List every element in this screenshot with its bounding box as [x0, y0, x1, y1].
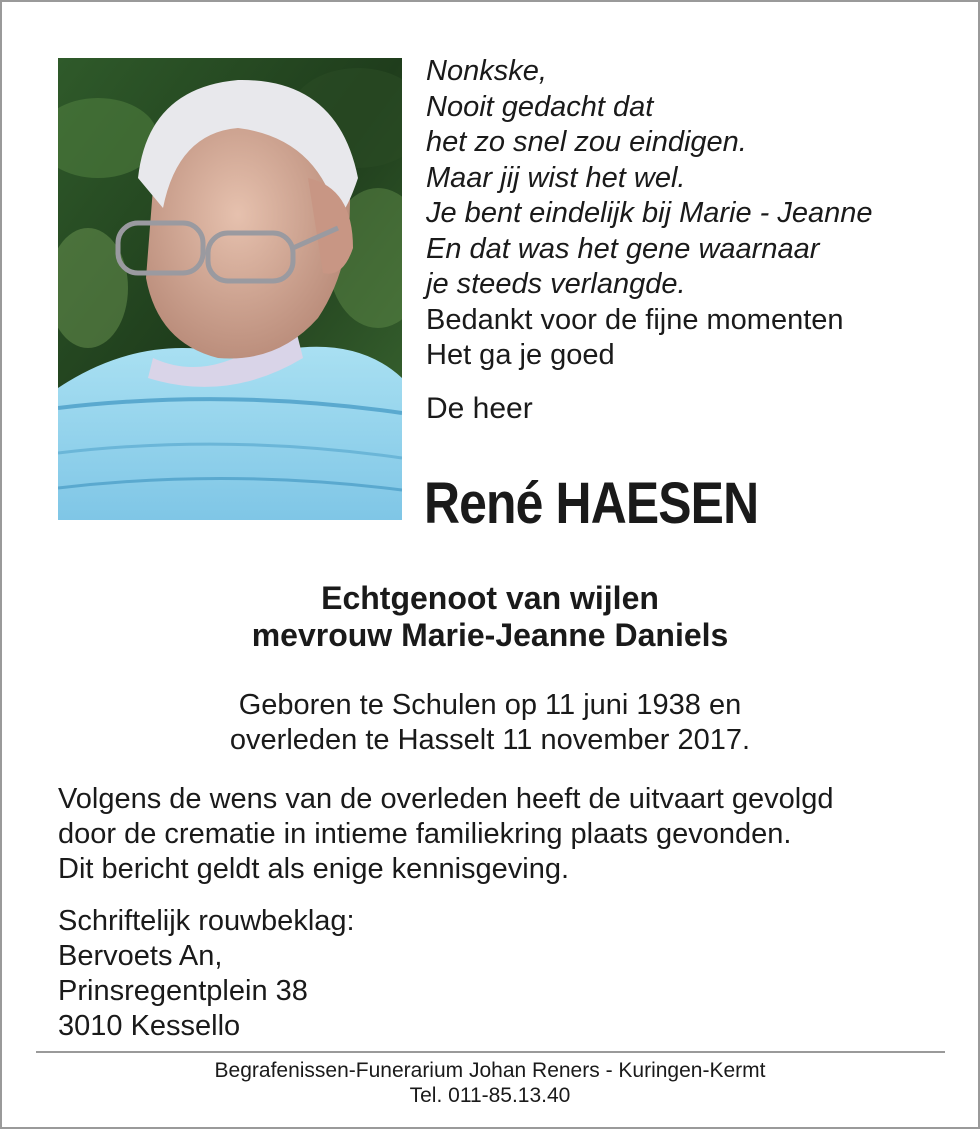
spouse-line: mevrouw Marie-Jeanne Daniels	[251, 617, 729, 653]
deceased-name: René HAESEN	[424, 471, 759, 536]
poem-line: Nooit gedacht dat	[426, 90, 654, 123]
spouse-info	[0, 580, 980, 654]
condolence-line: Bervoets An,	[58, 940, 223, 972]
poem-line: je steeds verlangde.	[426, 268, 686, 300]
death-line: overleden te Hasselt 11 november 2017.	[229, 724, 751, 756]
poem	[426, 54, 873, 374]
poem-line: Nonkske,	[426, 55, 547, 87]
notice-line: Volgens de wens van de overleden heeft de uitvaart gevolgd	[58, 783, 834, 815]
poem-line: Bedankt voor de fijne momenten	[426, 303, 844, 336]
portrait-photo	[58, 58, 402, 520]
funeral-home-footer	[0, 1058, 980, 1108]
funeral-home-name: Begrafenissen-Funerarium Johan Reners - Kuringen-Kermt	[214, 1059, 766, 1082]
poem-line: het zo snel zou eindigen.	[426, 126, 747, 158]
spouse-line: Echtgenoot van wijlen	[321, 580, 659, 616]
divider	[36, 1051, 945, 1053]
birth-death-info	[0, 688, 980, 758]
condolence-address	[58, 904, 355, 1044]
poem-line: Maar jij wist het wel.	[426, 161, 686, 194]
condolence-line: Prinsregentplein 38	[58, 975, 308, 1007]
funeral-notice	[58, 782, 834, 887]
condolence-line: Schriftelijk rouwbeklag:	[58, 905, 355, 937]
funeral-home-phone: Tel. 011-85.13.40	[409, 1084, 571, 1107]
notice-line: Dit bericht geldt als enige kennisgeving.	[58, 853, 570, 885]
poem-line: Je bent eindelijk bij Marie - Jeanne	[426, 197, 873, 229]
poem-line: Het ga je goed	[426, 339, 615, 371]
birth-line: Geboren te Schulen op 11 juni 1938 en	[238, 689, 742, 721]
honorific-title: De heer	[426, 392, 533, 425]
condolence-line: 3010 Kessello	[58, 1010, 241, 1042]
notice-line: door de crematie in intieme familiekring plaats gevonden.	[58, 818, 792, 850]
poem-line: En dat was het gene waarnaar	[426, 232, 820, 265]
